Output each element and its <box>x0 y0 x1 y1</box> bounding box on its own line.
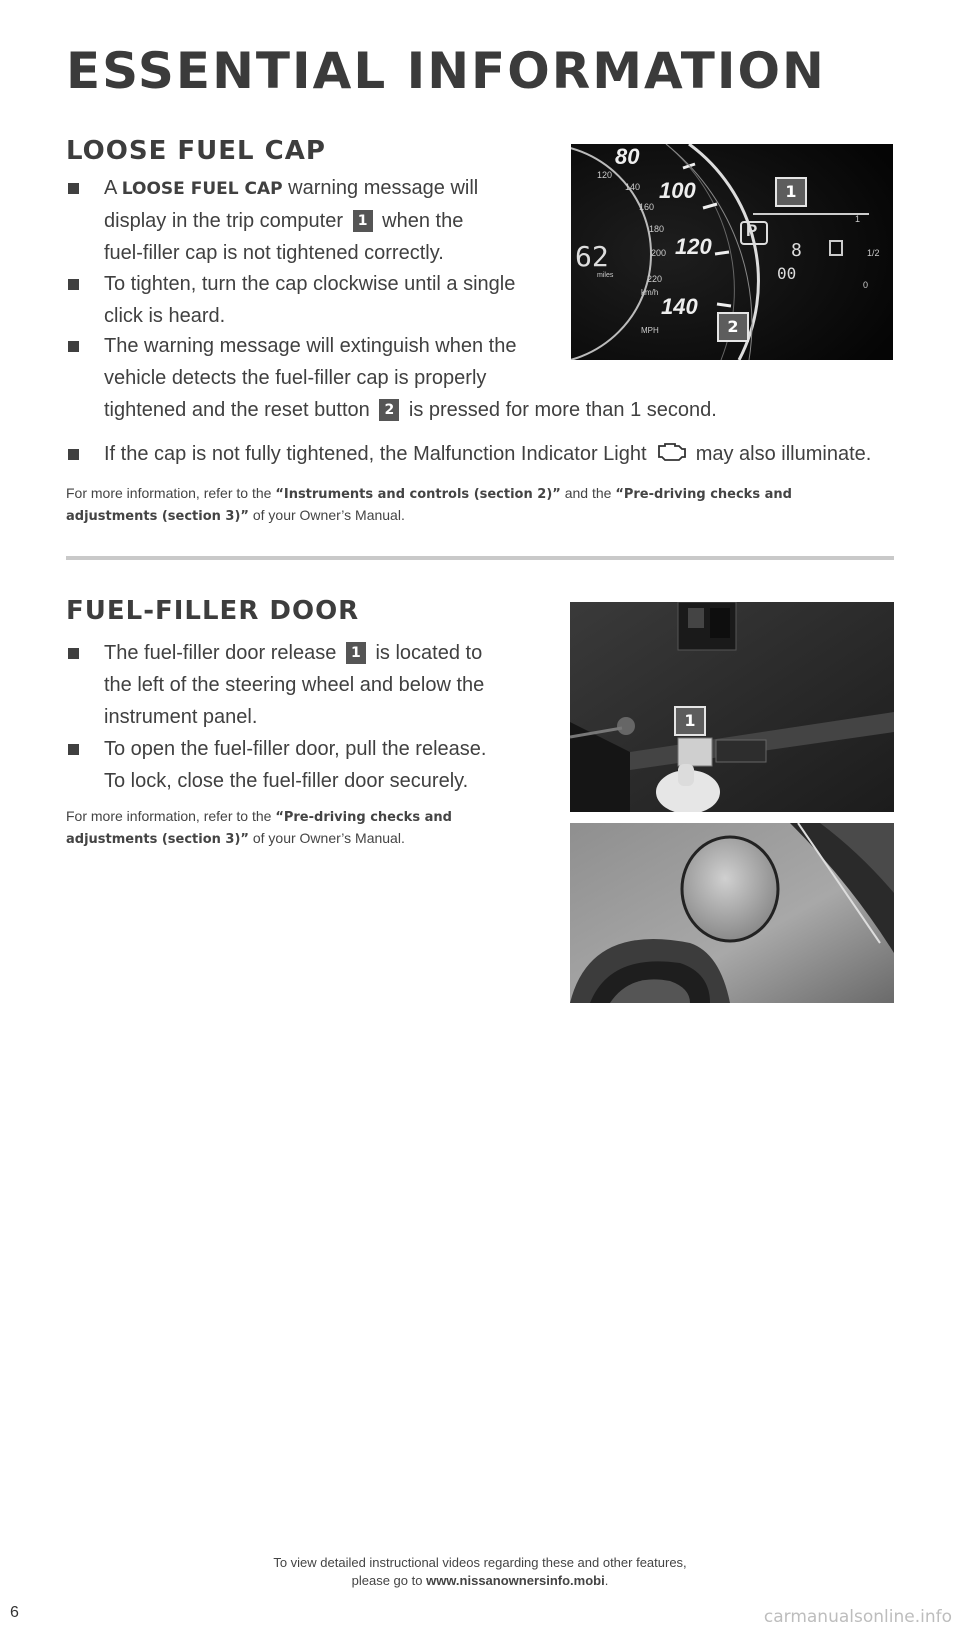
section-divider <box>66 556 894 560</box>
page-number: 6 <box>10 1604 19 1621</box>
fuel-door-bullet-1 <box>104 637 534 733</box>
gauge-digits: 62 <box>575 240 609 273</box>
section-ref: adjustments (section 3)” <box>66 509 249 524</box>
text: is pressed for more than 1 second. <box>408 399 717 421</box>
loose-cap-bullet-1 <box>104 172 544 269</box>
text: warning message will <box>282 177 479 199</box>
section-ref: “Pre-driving checks and <box>275 810 452 825</box>
gauge-label: 1/2 <box>867 248 880 258</box>
photo-callout-2: 2 <box>717 312 749 342</box>
gauge-label: km/h <box>641 288 659 297</box>
fuel-pump-icon <box>829 240 843 256</box>
text: instrument panel. <box>104 706 258 728</box>
photo-callout-1: 1 <box>775 177 807 207</box>
text: when the <box>382 210 464 232</box>
gauge-label: 200 <box>651 248 667 258</box>
gauge-digits: 8 <box>791 240 802 261</box>
text: of your Owner’s Manual. <box>248 507 405 523</box>
text: A <box>104 177 122 199</box>
gauge-label: 180 <box>649 224 665 234</box>
watermark: carmanualsonline.info <box>763 1607 952 1627</box>
gauge-label: 100 <box>659 178 696 203</box>
text: For more information, refer to the <box>66 485 276 501</box>
page-title: ESSENTIAL INFORMATION <box>66 42 826 100</box>
instrument-cluster-photo <box>571 144 893 360</box>
fuel-door-release-photo <box>570 602 894 812</box>
text: the left of the steering wheel and below the <box>104 674 485 696</box>
bullet-square-icon <box>68 648 79 659</box>
gauge-label: 160 <box>639 202 655 212</box>
text: please go to <box>351 1573 427 1588</box>
check-engine-icon <box>654 440 688 474</box>
loose-fuel-cap-term: LOOSE FUEL CAP <box>121 179 283 199</box>
bullet-square-icon <box>68 341 79 352</box>
section-ref: “Pre-driving checks and <box>615 487 792 502</box>
section-ref: “Instruments and controls (section 2)” <box>275 487 561 502</box>
callout-badge-1: 1 <box>346 642 366 664</box>
gauge-label: 80 <box>615 144 640 169</box>
bullet-square-icon <box>68 744 79 755</box>
gauge-label: 220 <box>647 274 663 284</box>
gauge-label: 120 <box>675 234 712 259</box>
text: tightened and the reset button <box>104 399 370 421</box>
text: The fuel-filler door release <box>104 642 337 664</box>
text: vehicle detects the fuel-filler cap is properly <box>104 367 487 389</box>
loose-cap-bullet-4 <box>104 438 904 474</box>
bullet-square-icon <box>68 279 79 290</box>
gauge-label: 140 <box>661 294 698 319</box>
text: of your Owner’s Manual. <box>248 830 405 846</box>
text: and the <box>560 485 616 501</box>
gauge-label: 120 <box>597 170 613 180</box>
text: To lock, close the fuel-filler door securely. <box>104 770 469 792</box>
gauge-label: 1 <box>855 214 861 224</box>
loose-cap-bullet-2 <box>104 268 544 332</box>
text: may also illuminate. <box>695 443 872 465</box>
bullet-square-icon <box>68 183 79 194</box>
gauge-label: miles <box>597 272 614 279</box>
loose-fuel-cap-heading: LOOSE FUEL CAP <box>66 136 326 166</box>
fuel-door-reference-note <box>66 806 516 850</box>
bullet-square-icon <box>68 449 79 460</box>
text: To open the fuel-filler door, pull the release. <box>104 738 487 760</box>
text: If the cap is not fully tightened, the Malfunction Indicator Light <box>104 443 647 465</box>
text: The warning message will extinguish when the <box>104 335 517 357</box>
text: is located to <box>375 642 483 664</box>
gauge-digits: 00 <box>777 264 797 283</box>
gear-indicator: P <box>746 221 758 240</box>
gauge-label: MPH <box>641 326 659 335</box>
fuel-door-bullet-2 <box>104 733 534 797</box>
text: fuel-filler cap is not tightened correctly. <box>104 242 444 264</box>
fuel-door-exterior-photo <box>570 823 894 1003</box>
footer-line-1: To view detailed instructional videos regarding these and other features, <box>273 1555 687 1570</box>
footer-line-2 <box>0 1572 960 1590</box>
owners-info-link[interactable]: www.nissanownersinfo.mobi <box>426 1573 605 1588</box>
section-ref: adjustments (section 3)” <box>66 832 249 847</box>
gauge-label: 140 <box>625 182 641 192</box>
loose-cap-reference-note <box>66 483 866 527</box>
callout-badge-1: 1 <box>353 210 373 232</box>
text: display in the trip computer <box>104 210 344 232</box>
text: For more information, refer to the <box>66 808 276 824</box>
text: . <box>604 1573 609 1588</box>
callout-badge-2: 2 <box>379 399 399 421</box>
text: click is heard. <box>104 305 226 327</box>
photo-callout-1: 1 <box>674 706 706 736</box>
gauge-label: 0 <box>863 280 869 290</box>
text: To tighten, turn the cap clockwise until a single <box>104 273 516 295</box>
fuel-filler-door-heading: FUEL-FILLER DOOR <box>66 596 360 626</box>
